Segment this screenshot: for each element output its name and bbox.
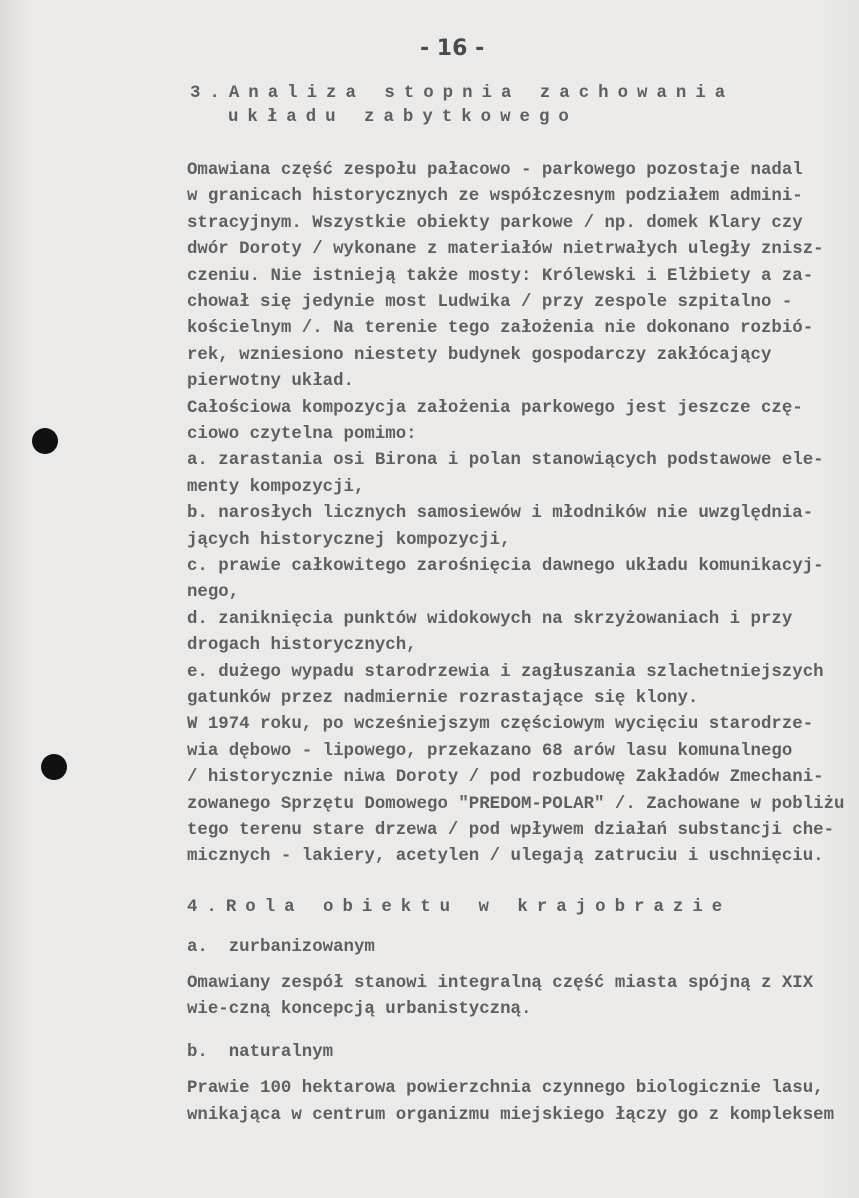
section-4-heading: 4.Rola obiektu w krajobrazie <box>187 898 732 917</box>
subsection-a-label: a. zurbanizowanym <box>187 938 375 957</box>
text-line: Omawiany zespół stanowi integralną część miasta spójną z XIX <box>187 974 814 993</box>
text-line: nego, <box>187 583 240 603</box>
punch-hole <box>32 428 58 454</box>
text-line: / historycznie niwa Doroty / pod rozbudowę Zakładów Zmechani- <box>187 768 824 788</box>
text-line: Całościowa kompozycja założenia parkowego jest jeszcze czę- <box>187 398 803 418</box>
text-line: rek, wzniesiono niestety budynek gospodarczy zakłócający <box>187 345 772 365</box>
text-line: wnikająca w centrum organizmu miejskiego łączy go z kompleksem <box>187 1106 835 1125</box>
text-line: d. zaniknięcia punktów widokowych na skrzyżowaniach i przy <box>187 609 793 629</box>
text-line: wia dębowo - lipowego, przekazano 68 arów lasu komunalnego <box>187 741 793 761</box>
text-line: chował się jedynie most Ludwika / przy zespole szpitalno - <box>187 293 793 312</box>
punch-hole <box>41 754 67 780</box>
text-line: W 1974 roku, po wcześniejszym częściowym wycięciu starodrze- <box>187 715 814 735</box>
text-line: kościelnym /. Na terenie tego założenia nie dokonano rozbió- <box>187 319 814 339</box>
text-line: drogach historycznych, <box>187 636 417 656</box>
text-line: pierwotny układ. <box>187 372 354 392</box>
text-line: gatunków przez nadmiernie rozrastające się klony. <box>187 689 699 708</box>
page-number: - 16 - <box>420 36 485 61</box>
text-line: dwór Doroty / wykonane z materiałów nietrwałych uległy znisz- <box>187 240 824 260</box>
text-line: tego terenu stare drzewa / pod wpływem działań substancji che- <box>187 821 835 840</box>
text-line: zowanego Sprzętu Domowego "PREDOM-POLAR" /. Zachowane w pobliżu <box>187 794 845 814</box>
text-line: wie-czną koncepcją urbanistyczną. <box>187 1000 532 1019</box>
text-line: a. zarastania osi Birona i polan stanowiących podstawowe ele- <box>187 451 824 471</box>
subsection-b-label: b. naturalnym <box>187 1043 334 1062</box>
text-line: jących historycznej kompozycji, <box>187 530 511 550</box>
text-line: czeniu. Nie istnieją także mosty: Królewski i Elżbiety a za- <box>187 266 814 286</box>
text-line: stracyjnym. Wszystkie obiekty parkowe / np. domek Klary czy <box>187 213 803 233</box>
text-line: c. prawie całkowitego zarośnięcia dawnego układu komunikacyj- <box>187 557 824 576</box>
text-line: micznych - lakiery, acetylen / ulegają zatruciu i uschnięciu. <box>187 847 824 867</box>
text-line: ciowo czytelna pomimo: <box>187 425 417 444</box>
text-line: e. dużego wypadu starodrzewia i zagłuszania szlachetniejszych <box>187 662 824 682</box>
text-line: Omawiana część zespołu pałacowo - parkowego pozostaje nadal <box>187 161 803 180</box>
section-3-heading: 3.Analiza stopnia zachowania <box>190 84 735 103</box>
section-3-heading-cont: układu zabytkowego <box>228 108 578 127</box>
text-line: Prawie 100 hektarowa powierzchnia czynnego biologicznie lasu, <box>187 1079 824 1098</box>
text-line: w granicach historycznych ze współczesnym podziałem admini- <box>187 187 803 207</box>
text-line: b. narosłych licznych samosiewów i młodników nie uwzględnia- <box>187 504 814 524</box>
text-line: menty kompozycji, <box>187 477 365 497</box>
